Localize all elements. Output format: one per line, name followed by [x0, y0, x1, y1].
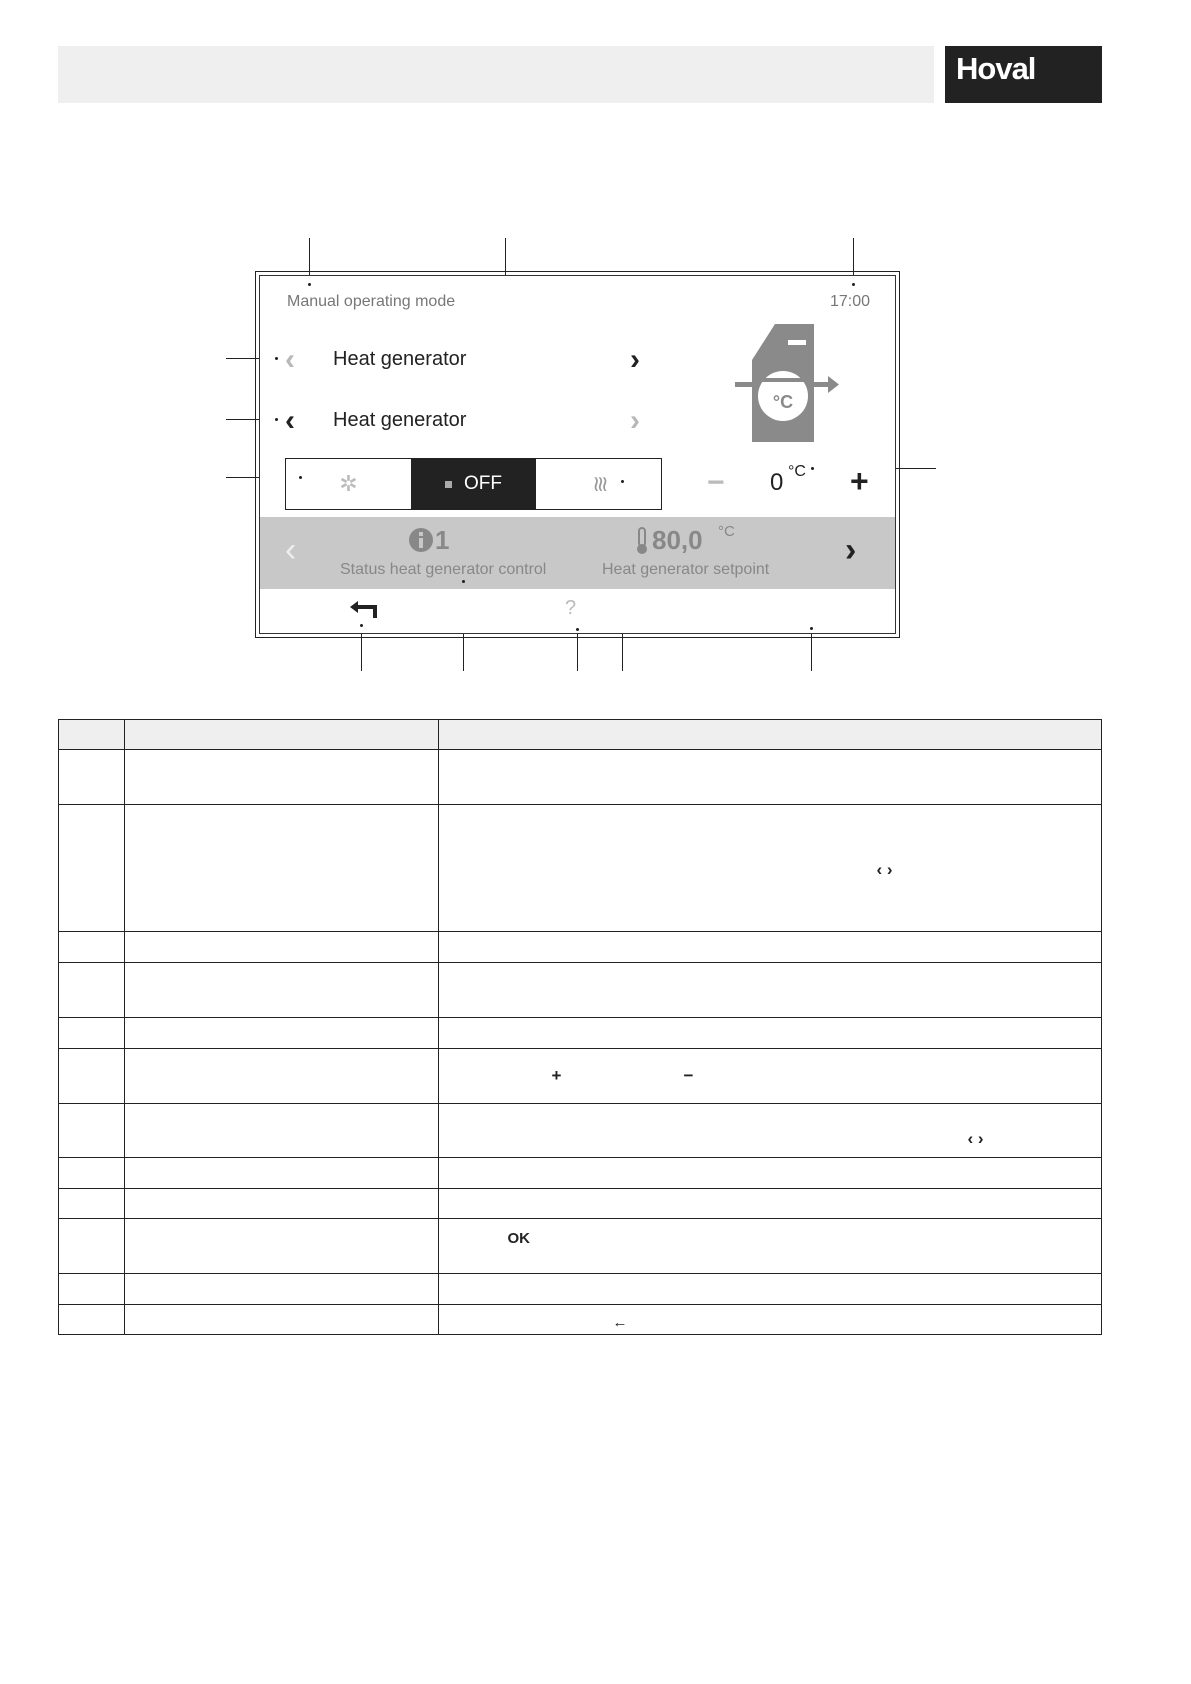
temperature-value: 0: [770, 469, 784, 496]
table-row: [59, 750, 1102, 805]
leader-dot: [462, 580, 465, 583]
table-cell: [125, 1018, 439, 1049]
setpoint-value: 80,0: [652, 525, 703, 555]
temperature-plus-button[interactable]: +: [850, 463, 869, 499]
table-row: [59, 1274, 1102, 1305]
nav-row-1: [285, 342, 645, 378]
header-cell: [125, 720, 439, 750]
nav-row-label: Heat generator: [333, 348, 467, 370]
table-cell: [439, 1049, 1102, 1104]
ok-symbol: OK: [507, 1229, 530, 1247]
table-cell: [439, 1189, 1102, 1219]
table-row: [59, 1049, 1102, 1104]
table-cell: [59, 1274, 125, 1305]
logo-text: Hoval: [956, 51, 1036, 86]
mode-title: Manual operating mode: [287, 293, 456, 310]
setpoint-label: Heat generator setpoint: [602, 561, 770, 578]
table-row: [59, 1018, 1102, 1049]
header-cell: [439, 720, 1102, 750]
table-cell: [125, 805, 439, 932]
operating-mode-switch: [285, 458, 662, 510]
table-cell: [59, 932, 125, 963]
table-cell: [125, 1104, 439, 1158]
hoval-logo: [945, 46, 1102, 103]
chevron-left-icon[interactable]: ‹: [285, 404, 295, 437]
table-cell: [59, 1018, 125, 1049]
table-cell: [59, 805, 125, 932]
info-icon: [408, 527, 434, 553]
table-cell: [439, 1158, 1102, 1189]
leader-dot: [360, 624, 363, 627]
leader-dot: [299, 476, 302, 479]
table-cell: [439, 1104, 1102, 1158]
thermometer-icon: [635, 527, 649, 555]
heating-mode-button[interactable]: [536, 459, 661, 509]
table-cell: [125, 1219, 439, 1274]
table-cell: [59, 1049, 125, 1104]
help-button[interactable]: ?: [565, 597, 577, 619]
table-cell: [125, 750, 439, 805]
chevron-right-icon[interactable]: ›: [845, 531, 857, 569]
chevrons-symbol: ‹ ›: [876, 859, 893, 879]
leader-dot: [810, 627, 813, 630]
leader-dot: [308, 283, 311, 286]
table-row: [59, 1305, 1102, 1335]
table-cell: [125, 1274, 439, 1305]
table-row: [59, 805, 1102, 932]
table-cell: [59, 1219, 125, 1274]
off-mode-button[interactable]: [411, 459, 536, 509]
snowflake-icon: ✲: [339, 471, 358, 496]
stop-icon: [445, 481, 452, 488]
clock: 17:00: [829, 293, 870, 310]
table-row: [59, 1104, 1102, 1158]
table-cell: [125, 1305, 439, 1335]
status-label: Status heat generator control: [340, 561, 547, 578]
table-row: [59, 1158, 1102, 1189]
table-row: [59, 1219, 1102, 1274]
table-cell: [439, 750, 1102, 805]
nav-row-2: [285, 403, 645, 439]
table-cell: [439, 805, 1102, 932]
table-cell: [125, 1158, 439, 1189]
chevrons-symbol: ‹ ›: [967, 1128, 984, 1148]
table-cell: [125, 1189, 439, 1219]
status-value: 1: [435, 525, 450, 555]
minus-symbol: −: [683, 1065, 694, 1085]
table-cell: [59, 1104, 125, 1158]
off-label: OFF: [464, 473, 502, 494]
info-band: [260, 517, 895, 589]
header-bar: [58, 46, 934, 103]
table-header-row: [59, 720, 1102, 750]
legend-table: [58, 719, 1102, 1335]
back-arrow-symbol: ←: [612, 1313, 628, 1331]
table-cell: [59, 963, 125, 1018]
table-cell: [439, 963, 1102, 1018]
leader-dot: [275, 418, 278, 421]
temperature-unit: °C: [788, 463, 806, 480]
table-cell: [125, 1049, 439, 1104]
table-cell: [125, 932, 439, 963]
setpoint-unit: °C: [718, 523, 735, 540]
heat-generator-icon: [735, 324, 855, 450]
leader-dot: [621, 480, 624, 483]
leader-dot: [576, 628, 579, 631]
cooling-mode-button[interactable]: [286, 459, 411, 509]
table-row: [59, 1189, 1102, 1219]
leader-dot: [852, 283, 855, 286]
table-cell: [59, 1305, 125, 1335]
chevron-right-icon[interactable]: ›: [630, 343, 640, 376]
leader-dot: [275, 357, 278, 360]
header-cell: [59, 720, 125, 750]
table-row: [59, 932, 1102, 963]
table-cell: [439, 1305, 1102, 1335]
svg-text:°C: °C: [772, 392, 794, 412]
table-cell: [439, 1018, 1102, 1049]
heating-icon: ≀≀≀: [592, 471, 605, 496]
table-cell: [439, 1219, 1102, 1274]
back-arrow-icon[interactable]: [348, 601, 380, 619]
table-cell: [59, 1158, 125, 1189]
table-row: [59, 963, 1102, 1018]
table-cell: [439, 932, 1102, 963]
table-cell: [59, 750, 125, 805]
table-cell: [59, 1189, 125, 1219]
display-screen: [255, 271, 900, 638]
table-cell: [125, 963, 439, 1018]
temperature-minus-button[interactable]: −: [707, 466, 725, 499]
chevron-left-icon[interactable]: ‹: [285, 531, 297, 569]
chevron-right-icon[interactable]: ›: [630, 404, 640, 437]
chevron-left-icon[interactable]: ‹: [285, 343, 295, 376]
leader-dot: [811, 467, 814, 470]
plus-symbol: +: [551, 1065, 562, 1085]
table-cell: [439, 1274, 1102, 1305]
display-screen-inner: [259, 275, 896, 634]
nav-row-label: Heat generator: [333, 409, 467, 431]
